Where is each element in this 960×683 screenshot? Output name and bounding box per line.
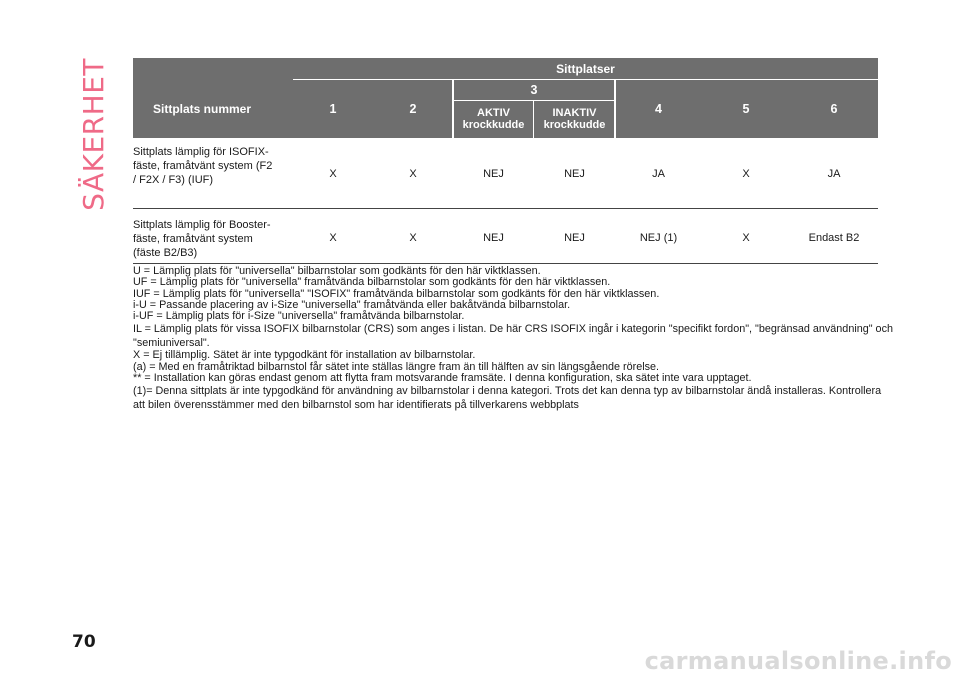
cell-value: X: [409, 232, 417, 244]
seat-5-header: 5: [742, 102, 750, 116]
cell-value: X: [742, 232, 750, 244]
cell-value: NEJ: [564, 168, 585, 180]
table-header: [133, 58, 878, 138]
legend-notes: [133, 266, 893, 412]
cell-value: X: [329, 232, 337, 244]
seat-1-header: 1: [329, 102, 337, 116]
table-row: [133, 138, 878, 209]
watermark: carmanualsonline.info: [644, 647, 952, 675]
note-line: i-UF = Lämplig plats för i-Size "universella" framåtvända bilbarnstolar.: [133, 310, 465, 323]
seat-3-header: 3: [530, 83, 538, 97]
section-title: SÄKERHET: [77, 58, 110, 211]
row-label: Sittplats lämplig för Booster-fäste, framåtvänt system (fäste B2/B3): [133, 219, 271, 259]
cell-value: NEJ: [483, 232, 504, 244]
note-line: IUF = Lämplig plats för "universella" "ISOFIX" framåtvända bilbarnstolar som godkänts för den här viktklassen.: [133, 287, 660, 300]
header-divider: [452, 80, 454, 138]
cell-value: NEJ: [483, 168, 504, 180]
note-line: (a) = Med en framåtriktad bilbarnstol får sätet inte ställas längre fram än till hälften av sin längsgående rörelse.: [133, 360, 660, 373]
seat-3-active-airbag-header: AKTIV krockkudde: [453, 100, 534, 138]
cell-value: Endast B2: [808, 232, 860, 244]
page-number: 70: [72, 632, 96, 652]
seat-suitability-table: [133, 58, 878, 264]
note-line: X = Ej tillämplig. Sätet är inte typgodkänt för installation av bilbarnstolar.: [133, 349, 476, 362]
cell-value: X: [329, 168, 337, 180]
header-divider: [614, 80, 616, 138]
note-line: IL = Lämplig plats för vissa ISOFIX bilbarnstolar (CRS) som anges i listan. De här CRS ISOFIX ingår i kategorin "specifikt fordon", "begränsad användning" och "semiuniversal".: [133, 323, 893, 350]
cell-value: X: [742, 168, 750, 180]
cell-value: NEJ: [564, 232, 585, 244]
group-header-sittplatser: Sittplatser: [293, 58, 878, 80]
note-line: i-U = Passande placering av i-Size "universella" framåtvända eller bakåtvända bilbarnstolar.: [133, 298, 571, 311]
note-line: UF = Lämplig plats för "universella" framåtvända bilbarnstolar som godkänts för den här viktklassen.: [133, 276, 611, 289]
note-line: U = Lämplig plats för "universella" bilbarnstolar som godkänts för den här viktklassen.: [133, 265, 541, 277]
row-label-header: Sittplats nummer: [152, 102, 251, 116]
seat-4-header: 4: [655, 102, 662, 116]
seat-2-header: 2: [409, 102, 417, 116]
seat-3-inactive-airbag-header: INAKTIV krockkudde: [534, 100, 615, 138]
cell-value: JA: [827, 168, 841, 180]
table-row: [133, 209, 878, 264]
note-line: (1)= Denna sittplats är inte typgodkänd för användning av bilbarnstolar i denna kategori. Trots det kan denna typ av bilbarnstolar ändå installeras. Kontrollera att bilen överensstämmer med den bilbarnstol som har identifierats på tillverkarens webbplats: [133, 385, 882, 412]
seat-6-header: 6: [830, 102, 838, 116]
cell-value: JA: [652, 168, 665, 180]
cell-value: X: [409, 168, 417, 180]
row-label: Sittplats lämplig för ISOFIX-fäste, framåtvänt system (F2 / F2X / F3) (IUF): [133, 146, 273, 186]
note-line: ** = Installation kan göras endast genom att flytta fram motsvarande framsäte. I denna konfiguration, ska sätet inte vara upptaget.: [133, 372, 752, 385]
header-divider: [533, 100, 534, 138]
cell-value: NEJ (1): [639, 232, 678, 244]
